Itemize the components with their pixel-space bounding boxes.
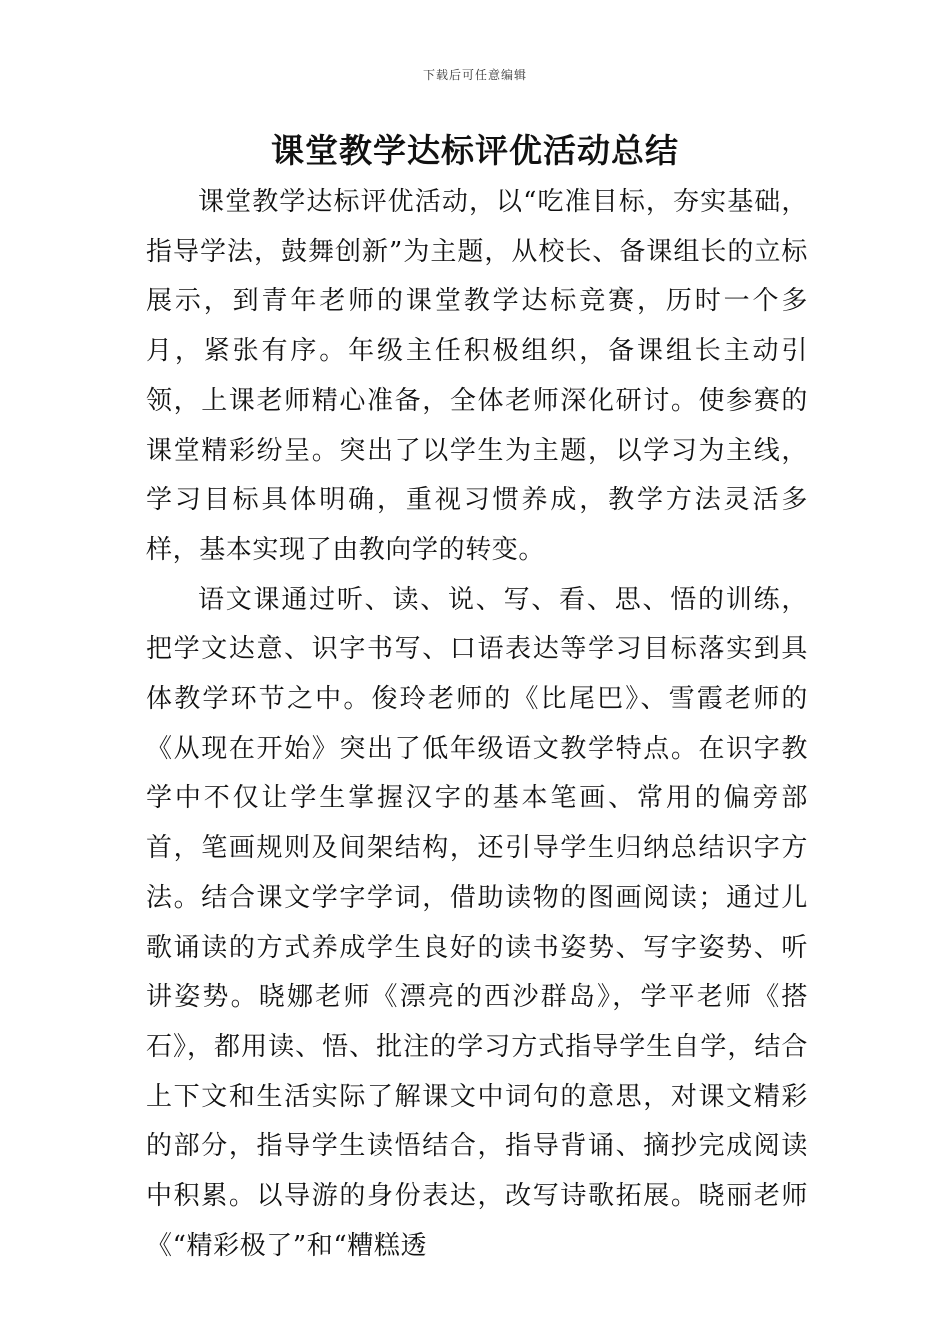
header-note: 下载后可任意编辑 [422,68,527,82]
paragraph-2: 语文课通过听、读、说、写、看、思、悟的训练，把学文达意、识字书写、口语表达等学习目标落实到具体教学环节之中。俊玲老师的《比尾巴》、雪霞老师的《从现在开始》突出了低年级语文教学特点。在识字教学中不仅让学生掌握汉字的基本笔画、常用的偏旁部首，笔画规则及间架结构，还引导学生归纳总结识字方法。结合课文学字学词，借助读物的图画阅读；通过儿歌诵读的方式养成学生良好的读书姿势、写字姿势、听讲姿势。晓娜老师《漂亮的西沙群岛》，学平老师《搭石》，都用读、悟、批注的学习方式指导学生自学，结合上下文和生活实际了解课文中词句的意思，对课文精彩的部分，指导学生读悟结合，指导背诵、摘抄完成阅读中积累。以导游的身份表达，改写诗歌拓展。晓丽老师《“精彩极了”和“糟糕透 [146,584,808,1261]
document-title: 课堂教学达标评优活动总结 [271,131,679,170]
paragraph-1: 课堂教学达标评优活动，以“吃准目标，夯实基础，指导学法，鼓舞创新”为主题，从校长、备课组长的立标展示，到青年老师的课堂教学达标竞赛，历时一个多月，紧张有序。年级主任积极组织，备课组长主动引领，上课老师精心准备，全体老师深化研讨。使参赛的课堂精彩纷呈。突出了以学生为主题，以学习为主线，学习目标具体明确，重视习惯养成，教学方法灵活多样，基本实现了由教向学的转变。 [146,187,808,565]
document-body [146,178,808,1271]
